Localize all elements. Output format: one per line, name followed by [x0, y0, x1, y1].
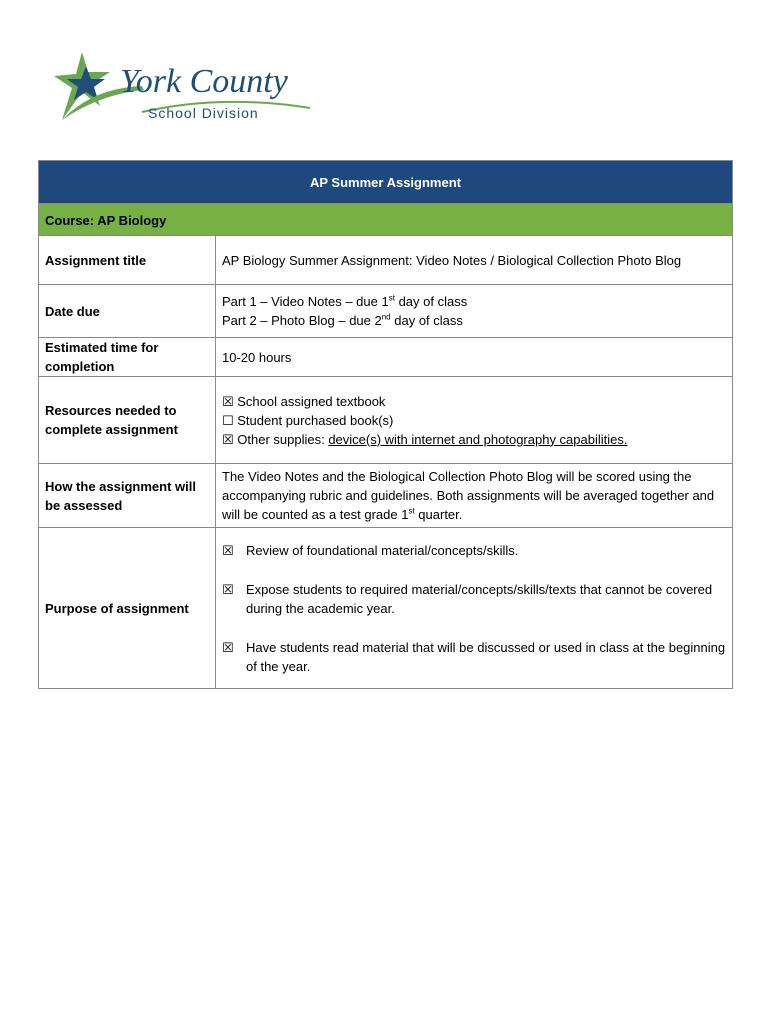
- purpose-label: Purpose of assignment: [39, 528, 216, 689]
- checkbox-checked-icon: ☒: [222, 542, 234, 558]
- logo-top-line: York County: [120, 63, 288, 100]
- resources-label: Resources needed to complete assignment: [39, 377, 216, 464]
- checkbox-checked-icon: ☒: [222, 639, 234, 655]
- assignment-title-label: Assignment title: [39, 236, 216, 285]
- assignment-table: [38, 160, 733, 689]
- table-row: [39, 338, 733, 377]
- purpose-item: ☒ Expose students to required material/concepts/skills/texts that cannot be covered during the academic year.: [222, 581, 713, 616]
- purpose-item: ☒ Have students read material that will be discussed or used in class at the beginning of the year.: [222, 639, 726, 674]
- resource-item: ☒ Other supplies: device(s) with internet and photography capabilities.: [222, 431, 628, 447]
- table-row: [39, 464, 733, 528]
- date-due-label: Date due: [39, 285, 216, 338]
- resources-value: [216, 377, 733, 464]
- resource-item: ☒ School assigned textbook: [222, 393, 386, 409]
- course-label: Course: AP Biology: [39, 204, 733, 236]
- purpose-item: ☒ Review of foundational material/concepts/skills.: [222, 542, 519, 558]
- assessment-label: How the assignment will be assessed: [39, 464, 216, 528]
- table-row: [39, 285, 733, 338]
- table-title: AP Summer Assignment: [39, 161, 733, 204]
- logo-bottom-line: School Division: [148, 105, 259, 121]
- table-row: [39, 236, 733, 285]
- resource-item: ☐ Student purchased book(s): [222, 412, 394, 428]
- school-division-logo: [52, 48, 322, 132]
- table-row: [39, 377, 733, 464]
- table-row: [39, 528, 733, 689]
- assignment-title-value: AP Biology Summer Assignment: Video Notes / Biological Collection Photo Blog: [216, 236, 733, 285]
- checkbox-checked-icon: ☒: [222, 581, 234, 597]
- purpose-value: [216, 528, 733, 689]
- estimated-time-value: 10-20 hours: [216, 338, 733, 377]
- assessment-value: The Video Notes and the Biological Collection Photo Blog will be scored using the accompanying rubric and guidelines. Both assignments will be averaged together and will be counted as a test grade 1st quarter.: [216, 464, 733, 528]
- estimated-time-label: Estimated time for completion: [39, 338, 216, 377]
- date-due-value: Part 1 – Video Notes – due 1st day of class Part 2 – Photo Blog – due 2nd day of class: [216, 285, 733, 338]
